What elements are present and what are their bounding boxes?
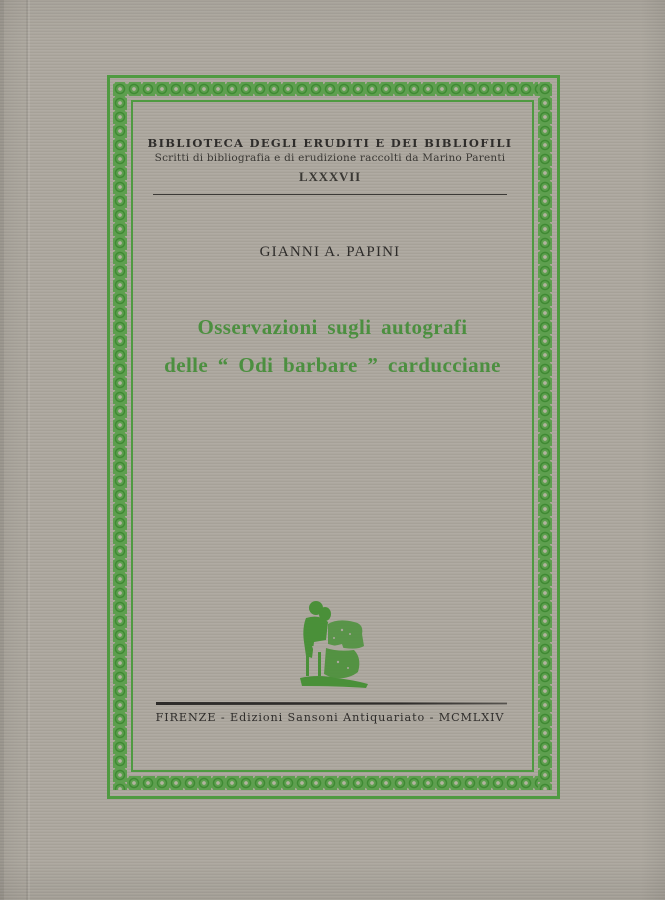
series-title: BIBLIOTECA DEGLI ERUDITI E DEI BIBLIOFILI [147, 136, 513, 150]
spine-edge [0, 0, 4, 900]
floral-border-left [113, 82, 127, 790]
scholar-at-desk-vignette-icon [298, 598, 370, 690]
floral-border-bottom [113, 776, 552, 790]
book-title-line-1: Osservazioni sugli autografi [197, 315, 468, 339]
series-number: LXXXVII [299, 169, 361, 184]
series-divider-rule [153, 194, 507, 195]
spine-fold-crease [26, 0, 28, 900]
author-name: GIANNI A. PAPINI [259, 244, 401, 260]
publisher-imprint: FIRENZE - Edizioni Sansoni Antiquariato - MCMLXIV [155, 711, 505, 724]
book-title-line-2: delle “ Odi barbare ” carducciane [164, 353, 501, 377]
floral-border-top [113, 82, 552, 96]
floral-border-right [538, 82, 552, 790]
series-subtitle: Scritti di bibliografia e di erudizione raccolti da Marino Parenti [154, 152, 506, 164]
